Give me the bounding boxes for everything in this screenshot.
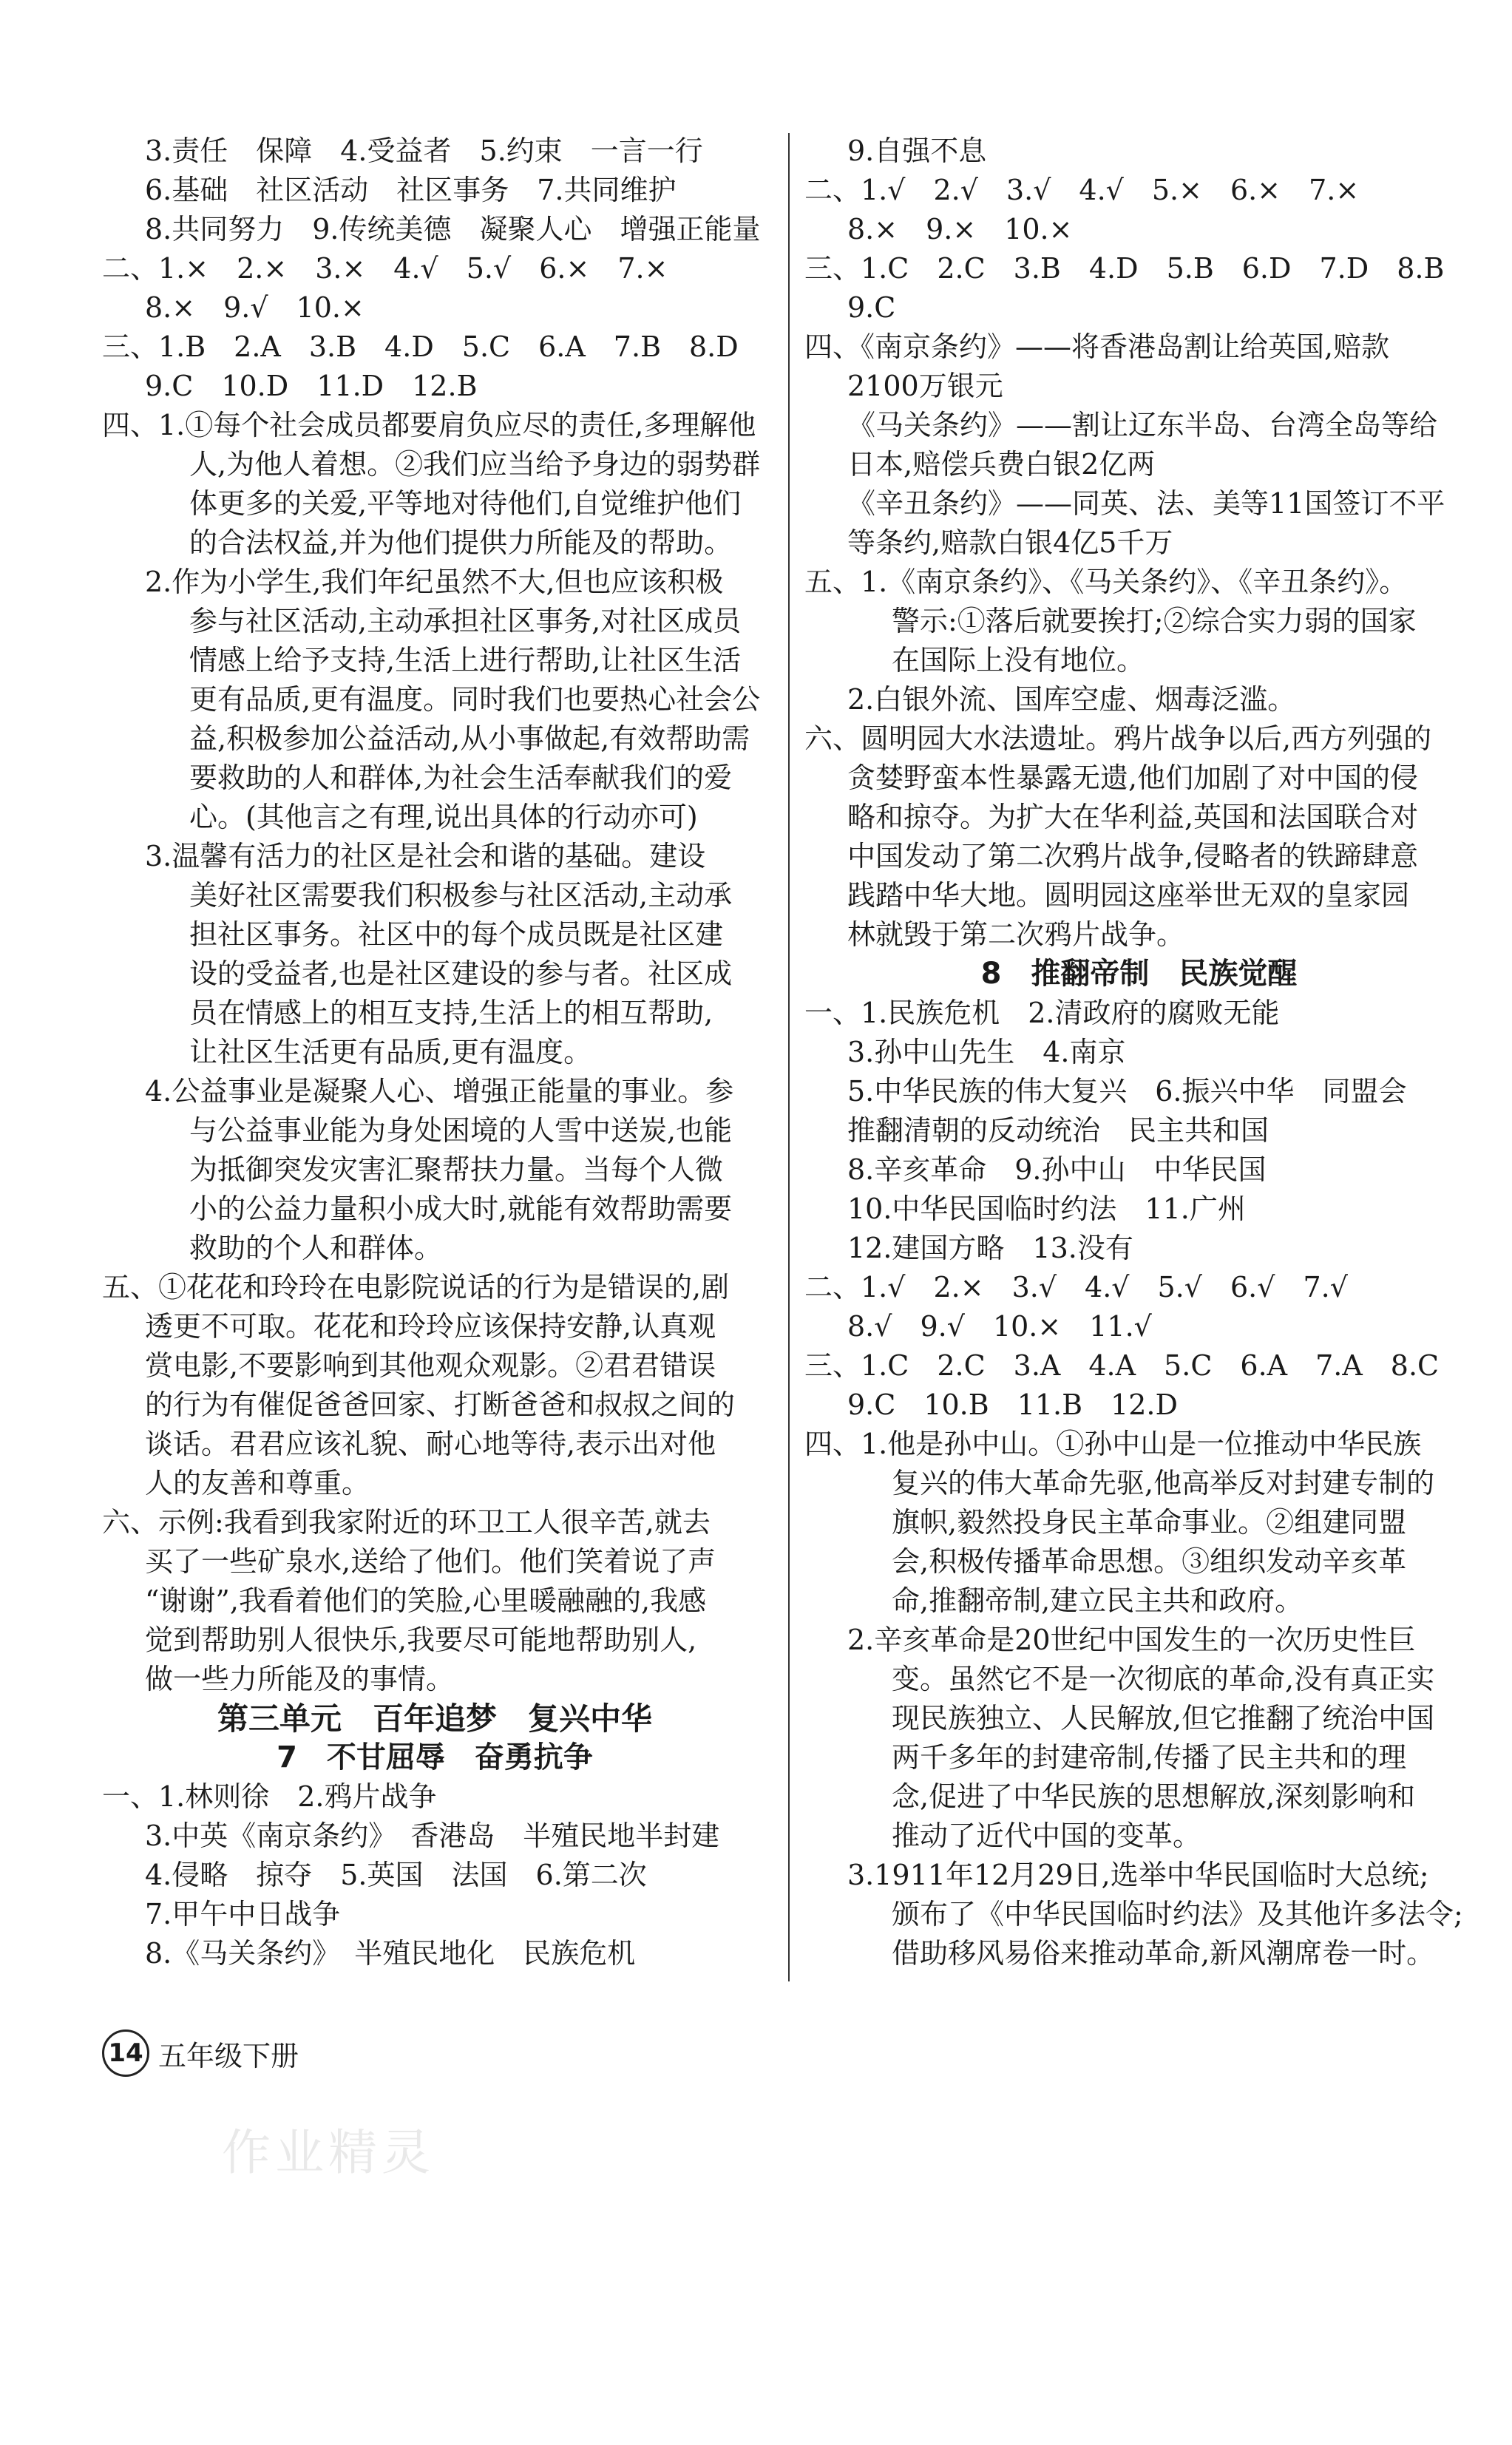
right-column <box>804 132 1474 1973</box>
answer-line: 林就毁于第二次鸦片战争。 <box>847 918 1185 951</box>
answer-line: 颁布了《中华民国临时约法》及其他许多法令; <box>892 1898 1463 1930</box>
answer-line: 9.自强不息 <box>847 135 987 167</box>
answer-line: 2.白银外流、国库空虚、烟毒泛滥。 <box>847 683 1296 716</box>
answer-line: 贪婪野蛮本性暴露无遗,他们加剧了对中国的侵 <box>847 762 1419 794</box>
answer-line: 四、1.①每个社会成员都要肩负应尽的责任,多理解他 <box>102 409 756 441</box>
answer-line: 情感上给予支持,生活上进行帮助,让社区生活 <box>189 644 742 676</box>
answer-line: 3.中英《南京条约》 香港岛 半殖民地半封建 <box>145 1820 720 1852</box>
answer-line: 买了一些矿泉水,送给了他们。他们笑着说了声 <box>145 1545 716 1578</box>
answer-line: 变。虽然它不是一次彻底的革命,没有真正实 <box>892 1663 1435 1695</box>
page-footer <box>102 2029 299 2077</box>
answer-line: 《辛丑条约》——同英、法、美等11国签订不平 <box>847 487 1445 520</box>
answer-line: 借助移风易俗来推动革命,新风潮席卷一时。 <box>892 1937 1435 1970</box>
answer-line: 让社区生活更有品质,更有温度。 <box>189 1036 592 1068</box>
page-number-badge: 14 <box>102 2029 149 2077</box>
answer-line: 复兴的伟大革命先驱,他高举反对封建专制的 <box>892 1467 1435 1499</box>
answer-line: 二、1.√ 2.× 3.√ 4.√ 5.√ 6.√ 7.√ <box>804 1271 1348 1303</box>
answer-line: 3.温馨有活力的社区是社会和谐的基础。建设 <box>145 840 706 872</box>
answer-line: 命,推翻帝制,建立民主共和政府。 <box>892 1584 1303 1617</box>
answer-line: 2.作为小学生,我们年纪虽然不大,但也应该积极 <box>145 566 724 598</box>
answer-line: 7.甲午中日战争 <box>145 1898 341 1930</box>
answer-line: 4.侵略 掠夺 5.英国 法国 6.第二次 <box>145 1859 647 1891</box>
answer-line: 践踏中华大地。圆明园这座举世无双的皇家园 <box>847 879 1410 912</box>
answer-line: 8.√ 9.√ 10.× 11.√ <box>847 1310 1152 1343</box>
answer-line: 为抵御突发灾害汇聚帮扶力量。当每个人微 <box>189 1153 724 1186</box>
answer-line: 9.C 10.B 11.B 12.D <box>847 1388 1178 1421</box>
answer-line: 3.孙中山先生 4.南京 <box>847 1036 1126 1068</box>
answer-line: 设的受益者,也是社区建设的参与者。社区成 <box>189 957 733 990</box>
answer-line: 与公益事业能为身处困境的人雪中送炭,也能 <box>189 1114 733 1147</box>
answer-line: 三、1.C 2.C 3.B 4.D 5.B 6.D 7.D 8.B <box>804 252 1445 285</box>
answer-line: 三、1.B 2.A 3.B 4.D 5.C 6.A 7.B 8.D <box>102 330 739 363</box>
answer-line: 参与社区活动,主动承担社区事务,对社区成员 <box>189 605 742 637</box>
answer-line: 警示:①落后就要挨打;②综合实力弱的国家 <box>892 605 1417 637</box>
answer-line: 12.建国方略 13.没有 <box>847 1232 1133 1264</box>
answer-line: 10.中华民国临时约法 11.广州 <box>847 1193 1246 1225</box>
answer-line: 担社区事务。社区中的每个成员既是社区建 <box>189 918 724 951</box>
answer-line: 二、1.√ 2.√ 3.√ 4.√ 5.× 6.× 7.× <box>804 174 1360 206</box>
answer-line: 赏电影,不要影响到其他观众观影。②君君错误 <box>145 1349 716 1382</box>
answer-line: 体更多的关爱,平等地对待他们,自觉维护他们 <box>189 487 742 520</box>
answer-line: 五、①花花和玲玲在电影院说话的行为是错误的,剧 <box>102 1271 730 1303</box>
answer-line: 救助的个人和群体。 <box>189 1232 443 1264</box>
answer-line: 7 不甘屈辱 奋勇抗争 <box>277 1740 593 1774</box>
answer-line: 8 推翻帝制 民族觉醒 <box>980 957 1298 991</box>
answer-line: 4.公益事业是凝聚人心、增强正能量的事业。参 <box>145 1075 734 1108</box>
answer-line: 旗帜,毅然投身民主革命事业。②组建同盟 <box>892 1506 1407 1539</box>
answer-line: 《马关条约》——割让辽东半岛、台湾全岛等给 <box>847 409 1438 441</box>
answer-line: 人的友善和尊重。 <box>145 1467 370 1499</box>
left-column <box>102 132 767 1973</box>
answer-line: 中国发动了第二次鸦片战争,侵略者的铁蹄肆意 <box>847 840 1419 872</box>
answer-line: 8.辛亥革命 9.孙中山 中华民国 <box>847 1153 1267 1186</box>
answer-line: 四、1.他是孙中山。①孙中山是一位推动中华民族 <box>804 1428 1422 1460</box>
answer-line: 谈话。君君应该礼貌、耐心地等待,表示出对他 <box>145 1428 716 1460</box>
column-divider <box>788 133 790 1981</box>
answer-line: 员在情感上的相互支持,生活上的相互帮助, <box>189 997 713 1029</box>
answer-line: 一、1.林则徐 2.鸦片战争 <box>102 1780 437 1813</box>
answer-line: 做一些力所能及的事情。 <box>145 1663 455 1695</box>
answer-line: 三、1.C 2.C 3.A 4.A 5.C 6.A 7.A 8.C <box>804 1349 1440 1382</box>
answer-line: 六、示例:我看到我家附近的环卫工人很辛苦,就去 <box>102 1506 711 1539</box>
answer-line: 二、1.× 2.× 3.× 4.√ 5.√ 6.× 7.× <box>102 252 668 285</box>
answer-line: 人,为他人着想。②我们应当给予身边的弱势群 <box>189 448 761 481</box>
answer-line: 推动了近代中国的变革。 <box>892 1820 1201 1852</box>
answer-line: 8.× 9.√ 10.× <box>145 291 365 324</box>
watermark-text: 作业精灵 <box>222 2124 435 2181</box>
answer-line: 略和掠夺。为扩大在华利益,英国和法国联合对 <box>847 801 1419 833</box>
grade-label: 五年级下册 <box>158 2039 299 2072</box>
answer-line: 美好社区需要我们积极参与社区活动,主动承 <box>189 879 733 912</box>
answer-line: 觉到帮助别人很快乐,我要尽可能地帮助别人, <box>145 1624 697 1656</box>
answer-line: 透更不可取。花花和玲玲应该保持安静,认真观 <box>145 1310 716 1343</box>
answer-line: “谢谢”,我看着他们的笑脸,心里暖融融的,我感 <box>145 1584 707 1617</box>
answer-line: 3.责任 保障 4.受益者 5.约束 一言一行 <box>145 135 703 167</box>
answer-line: 会,积极传播革命思想。③组织发动辛亥革 <box>892 1545 1407 1578</box>
answer-line: 六、圆明园大水法遗址。鸦片战争以后,西方列强的 <box>804 722 1432 755</box>
answer-line: 2.辛亥革命是20世纪中国发生的一次历史性巨 <box>847 1624 1416 1656</box>
answer-line: 等条约,赔款白银4亿5千万 <box>847 526 1173 559</box>
answer-line: 心。(其他言之有理,说出具体的行动亦可) <box>189 801 698 833</box>
answer-line: 四、《南京条约》——将香港岛割让给英国,赔款 <box>804 330 1390 363</box>
answer-line: 的合法权益,并为他们提供力所能及的帮助。 <box>189 526 733 559</box>
answer-line: 5.中华民族的伟大复兴 6.振兴中华 同盟会 <box>847 1075 1407 1108</box>
answer-line: 念,促进了中华民族的思想解放,深刻影响和 <box>892 1780 1416 1813</box>
answer-line: 第三单元 百年追梦 复兴中华 <box>217 1700 652 1737</box>
answer-line: 2100万银元 <box>847 370 1003 402</box>
answer-line: 更有品质,更有温度。同时我们也要热心社会公 <box>189 683 761 716</box>
answer-line: 小的公益力量积小成大时,就能有效帮助需要 <box>189 1193 733 1225</box>
answer-line: 在国际上没有地位。 <box>892 644 1145 676</box>
answer-line: 9.C <box>847 291 896 324</box>
answer-line: 日本,赔偿兵费白银2亿两 <box>847 448 1156 481</box>
answer-line: 推翻清朝的反动统治 民主共和国 <box>847 1114 1269 1147</box>
answer-line: 的行为有催促爸爸回家、打断爸爸和叔叔之间的 <box>145 1388 736 1421</box>
answer-line: 要救助的人和群体,为社会生活奉献我们的爱 <box>189 762 733 794</box>
answer-line: 8.× 9.× 10.× <box>847 213 1073 245</box>
answer-line: 8.《马关条约》 半殖民地化 民族危机 <box>145 1937 636 1970</box>
answer-line: 五、1.《南京条约》、《马关条约》、《辛丑条约》。 <box>804 566 1408 598</box>
answer-line: 益,积极参加公益活动,从小事做起,有效帮助需 <box>189 722 750 755</box>
answer-line: 两千多年的封建帝制,传播了民主共和的理 <box>892 1741 1407 1774</box>
answer-line: 9.C 10.D 11.D 12.B <box>145 370 478 402</box>
answer-line: 一、1.民族危机 2.清政府的腐败无能 <box>804 997 1280 1029</box>
answer-line: 6.基础 社区活动 社区事务 7.共同维护 <box>145 174 677 206</box>
answer-line: 现民族独立、人民解放,但它推翻了统治中国 <box>892 1702 1435 1734</box>
answer-line: 3.1911年12月29日,选举中华民国临时大总统; <box>847 1859 1429 1891</box>
answer-line: 8.共同努力 9.传统美德 凝聚人心 增强正能量 <box>145 213 761 245</box>
